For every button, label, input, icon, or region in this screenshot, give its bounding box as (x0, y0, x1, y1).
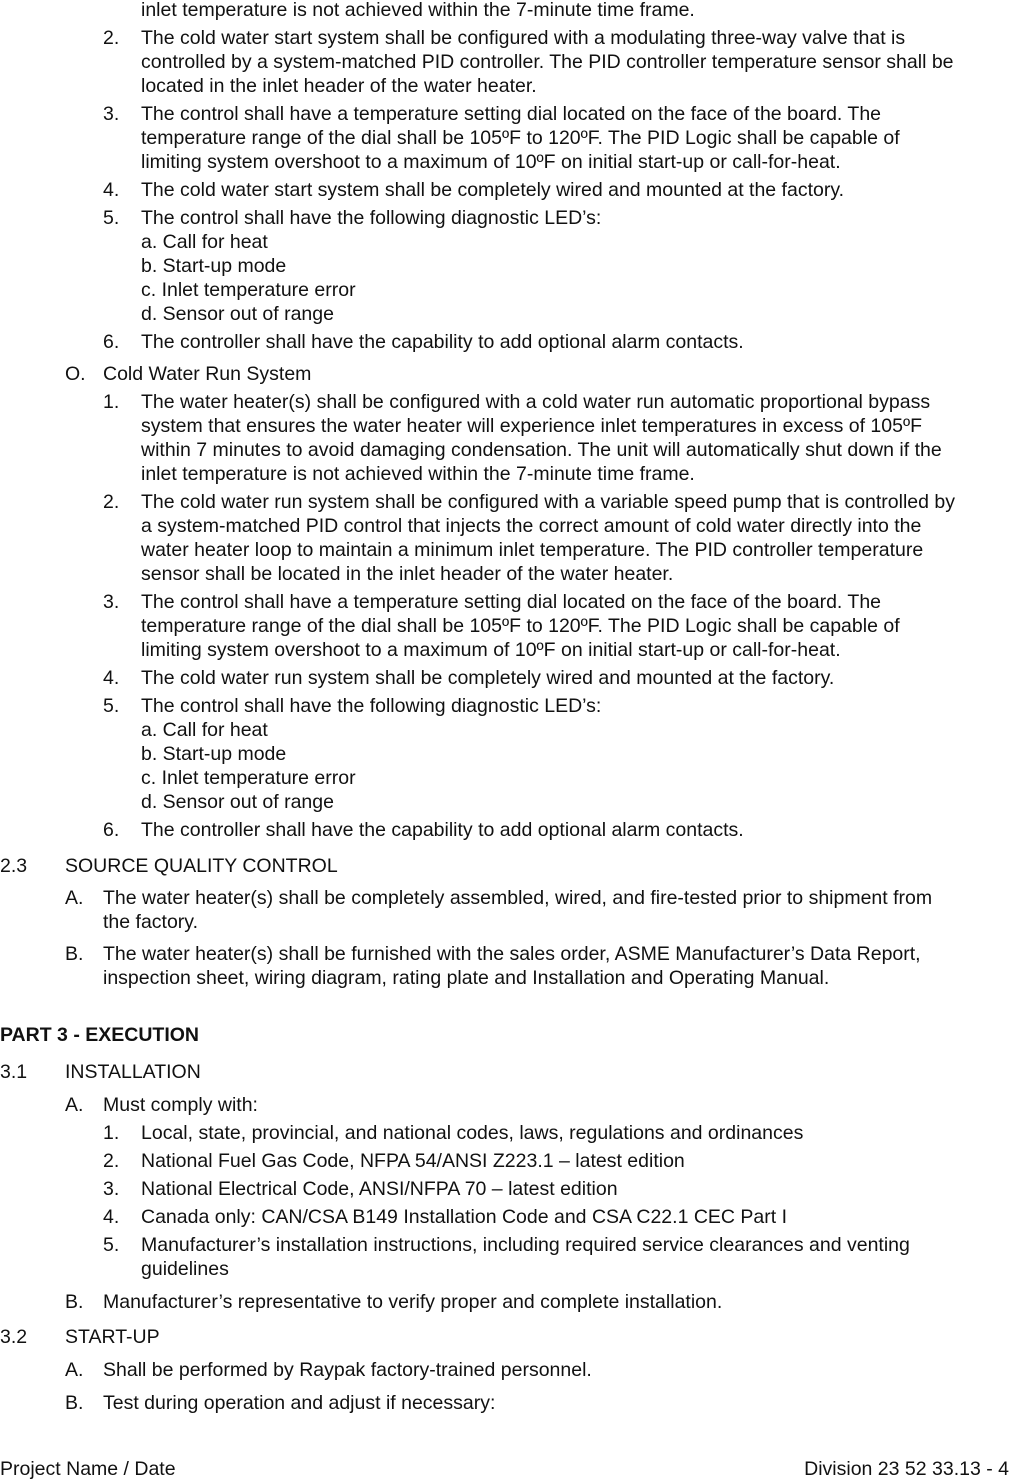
list-item-text: system that ensures the water heater will experience inlet temperatures in excess of 105ºF (141, 415, 922, 437)
list-letter: B. (65, 1291, 84, 1313)
section-heading: INSTALLATION (65, 1061, 201, 1083)
section-number: 2.3 (0, 855, 28, 877)
list-number: 1. (103, 1122, 120, 1144)
list-item-text: inspection sheet, wiring diagram, rating plate and Installation and Operating Manual. (103, 967, 830, 989)
list-item-text: temperature range of the dial shall be 105ºF to 120ºF. The PID Logic shall be capable of (141, 127, 900, 149)
sub-list-item: a. Call for heat (141, 231, 268, 253)
list-item-text: National Fuel Gas Code, NFPA 54/ANSI Z223.1 – latest edition (141, 1150, 685, 1172)
list-item-text: limiting system overshoot to a maximum of 10ºF on initial start-up or call-for-heat. (141, 151, 841, 173)
list-item-text: The cold water run system shall be completely wired and mounted at the factory. (141, 667, 835, 689)
list-item-text: the factory. (103, 911, 199, 933)
sub-list-item: c. Inlet temperature error (141, 279, 356, 301)
list-item-text: located in the inlet header of the water heater. (141, 75, 537, 97)
sub-list-item: d. Sensor out of range (141, 791, 334, 813)
list-item-text: The control shall have a temperature setting dial located on the face of the board. The (141, 591, 882, 613)
list-number: 2. (103, 1150, 120, 1172)
list-item-text: Manufacturer’s installation instructions, including required service clearances and venting (141, 1234, 910, 1256)
list-item-text: Must comply with: (103, 1094, 258, 1116)
list-number: 6. (103, 331, 120, 353)
list-item-text: The control shall have a temperature setting dial located on the face of the board. The (141, 103, 882, 125)
list-number: 3. (103, 103, 120, 125)
section-letter: O. (65, 363, 86, 385)
list-number: 1. (103, 391, 120, 413)
list-item-text: The water heater(s) shall be furnished with the sales order, ASME Manufacturer’s Data Report, (103, 943, 921, 965)
list-item-text: Shall be performed by Raypak factory-trained personnel. (103, 1359, 592, 1381)
sub-list-item: c. Inlet temperature error (141, 767, 356, 789)
list-item-text: Local, state, provincial, and national codes, laws, regulations and ordinances (141, 1122, 804, 1144)
list-letter: A. (65, 887, 84, 909)
list-item-text: The water heater(s) shall be completely assembled, wired, and fire-tested prior to shipment from (103, 887, 933, 909)
list-number: 4. (103, 179, 120, 201)
list-item-text: Canada only: CAN/CSA B149 Installation Code and CSA C22.1 CEC Part I (141, 1206, 788, 1228)
list-item-text: water heater loop to maintain a minimum inlet temperature. The PID controller temperature (141, 539, 924, 561)
list-item-text: limiting system overshoot to a maximum of 10ºF on initial start-up or call-for-heat. (141, 639, 841, 661)
list-number: 2. (103, 491, 120, 513)
list-item-text: The cold water start system shall be configured with a modulating three-way valve that is (141, 27, 906, 49)
section-heading: SOURCE QUALITY CONTROL (65, 855, 338, 877)
list-number: 3. (103, 591, 120, 613)
list-item-text: within 7 minutes to avoid damaging condensation. The unit will automatically shut down if the (141, 439, 942, 461)
list-number: 4. (103, 1206, 120, 1228)
sub-list-item: b. Start-up mode (141, 743, 287, 765)
section-heading: Cold Water Run System (103, 363, 312, 385)
list-number: 3. (103, 1178, 120, 1200)
list-letter: A. (65, 1359, 84, 1381)
section-number: 3.2 (0, 1326, 28, 1348)
list-item-text: The controller shall have the capability to add optional alarm contacts. (141, 819, 744, 841)
list-item-text: inlet temperature is not achieved within the 7-minute time frame. (141, 463, 695, 485)
list-item-text: National Electrical Code, ANSI/NFPA 70 – latest edition (141, 1178, 618, 1200)
list-number: 2. (103, 27, 120, 49)
section-number: 3.1 (0, 1061, 28, 1083)
list-number: 5. (103, 1234, 120, 1256)
list-item-text: The cold water start system shall be completely wired and mounted at the factory. (141, 179, 845, 201)
list-letter: B. (65, 943, 84, 965)
list-item-text: The cold water run system shall be configured with a variable speed pump that is controlled by (141, 491, 956, 513)
sub-list-item: d. Sensor out of range (141, 303, 334, 325)
list-item-text: Test during operation and adjust if necessary: (103, 1392, 496, 1414)
list-item-text: The controller shall have the capability to add optional alarm contacts. (141, 331, 744, 353)
list-item-text: a system-matched PID control that injects the correct amount of cold water directly into the (141, 515, 922, 537)
list-item-text: Manufacturer’s representative to verify proper and complete installation. (103, 1291, 723, 1313)
section-heading: START-UP (65, 1326, 160, 1348)
list-letter: A. (65, 1094, 84, 1116)
list-item-text: The control shall have the following diagnostic LED’s: (141, 695, 602, 717)
list-item-text: guidelines (141, 1258, 229, 1280)
footer-division-page: Division 23 52 33.13 - 4 (804, 1458, 1009, 1480)
list-item-text: The water heater(s) shall be configured with a cold water run automatic proportional bypass (141, 391, 931, 413)
list-number: 4. (103, 667, 120, 689)
list-item-text: controlled by a system-matched PID controller. The PID controller temperature sensor shall be (141, 51, 954, 73)
list-item-text: temperature range of the dial shall be 105ºF to 120ºF. The PID Logic shall be capable of (141, 615, 900, 637)
list-number: 6. (103, 819, 120, 841)
footer-project-name: Project Name / Date (0, 1458, 176, 1480)
list-item-text: The control shall have the following diagnostic LED’s: (141, 207, 602, 229)
continued-text: inlet temperature is not achieved within the 7-minute time frame. (141, 0, 695, 21)
list-number: 5. (103, 207, 120, 229)
list-item-text: sensor shall be located in the inlet header of the water heater. (141, 563, 674, 585)
sub-list-item: b. Start-up mode (141, 255, 287, 277)
list-number: 5. (103, 695, 120, 717)
sub-list-item: a. Call for heat (141, 719, 268, 741)
part-heading: PART 3 - EXECUTION (0, 1024, 199, 1046)
list-letter: B. (65, 1392, 84, 1414)
